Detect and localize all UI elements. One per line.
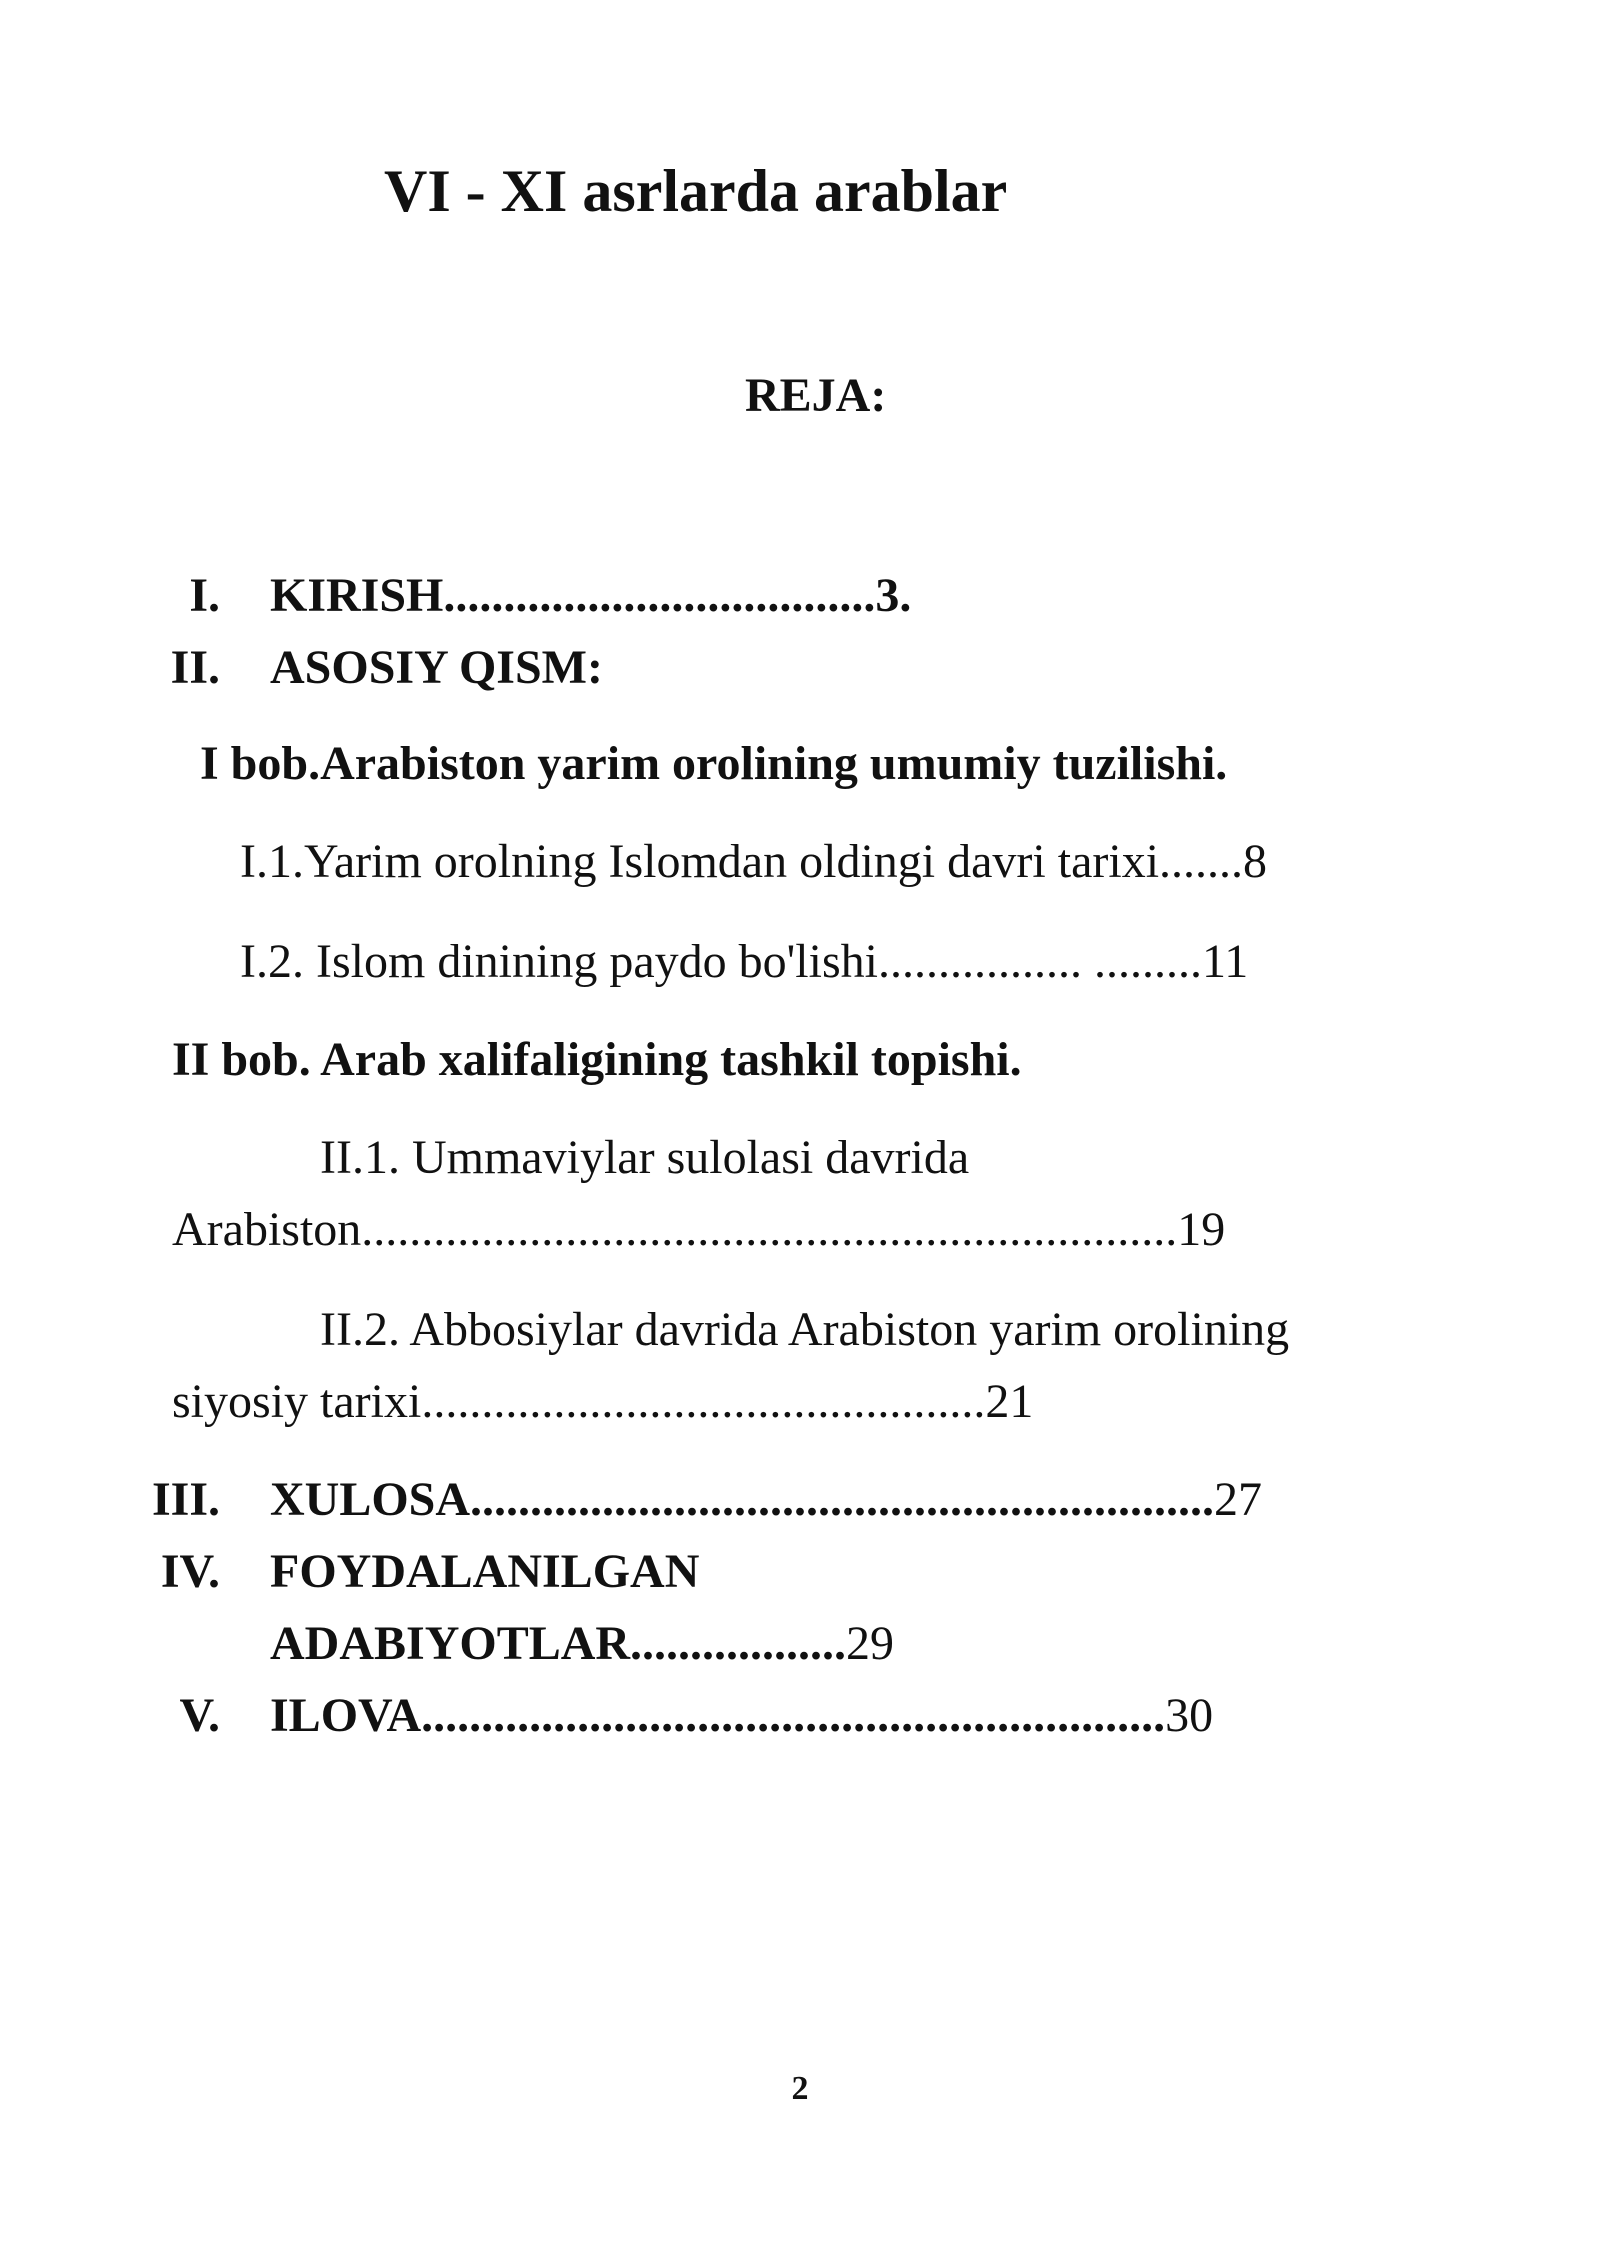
toc-entry-adabiyotlar-continued xyxy=(270,1614,894,1674)
chapter-2-item-2-line-1: II.2. Abbosiylar davrida Arabiston yarim orolining xyxy=(320,1303,1290,1356)
chapter-2-item-1-line-2: Arabiston....................................................................19 xyxy=(172,1203,1226,1256)
toc-entry-asosiy xyxy=(0,638,603,698)
document-title: VI - XI asrlarda arablar xyxy=(384,158,1008,224)
chapter-2-item-1-line-1: II.1. Ummaviylar sulolasi davrida xyxy=(320,1131,970,1184)
toc-entry-text: KIRISH....................................3. xyxy=(270,569,912,622)
toc-numeral: I. xyxy=(189,569,220,622)
toc-entry-kirish xyxy=(0,566,911,626)
toc-numeral: IV. xyxy=(160,1545,220,1598)
plan-heading: REJA: xyxy=(745,369,887,422)
toc-entry-text: ASOSIY QISM: xyxy=(270,641,603,694)
toc-entry-label: ADABIYOTLAR.................. xyxy=(270,1617,847,1670)
toc-entry-xulosa xyxy=(0,1470,1262,1530)
toc-page-number: 30 xyxy=(1165,1689,1214,1742)
toc-entry-label: ILOVA.............................................................. xyxy=(270,1689,1166,1742)
toc-page-number: 29 xyxy=(846,1617,895,1670)
chapter-1-item-1: I.1.Yarim orolning Islomdan oldingi davri tarixi.......8 xyxy=(240,835,1268,888)
toc-numeral: III. xyxy=(151,1473,220,1526)
toc-entry-ilova xyxy=(0,1686,1213,1746)
toc-numeral: V. xyxy=(179,1689,220,1742)
page-number: 2 xyxy=(791,2070,809,2107)
toc-entry-adabiyotlar xyxy=(0,1542,699,1602)
toc-page-number: 27 xyxy=(1214,1473,1263,1526)
chapter-1-item-2: I.2. Islom dinining paydo bo'lishi................. .........11 xyxy=(240,935,1249,988)
toc-entry-label: XULOSA.............................................................. xyxy=(270,1473,1215,1526)
chapter-2-heading: II bob. Arab xalifaligining tashkil topishi. xyxy=(172,1033,1022,1086)
chapter-2-item-2-line-2: siyosiy tarixi...............................................21 xyxy=(172,1375,1034,1428)
chapter-1-heading: I bob.Arabiston yarim orolining umumiy tuzilishi. xyxy=(200,737,1228,790)
toc-entry-text: FOYDALANILGAN xyxy=(270,1545,700,1598)
toc-numeral: II. xyxy=(170,641,220,694)
